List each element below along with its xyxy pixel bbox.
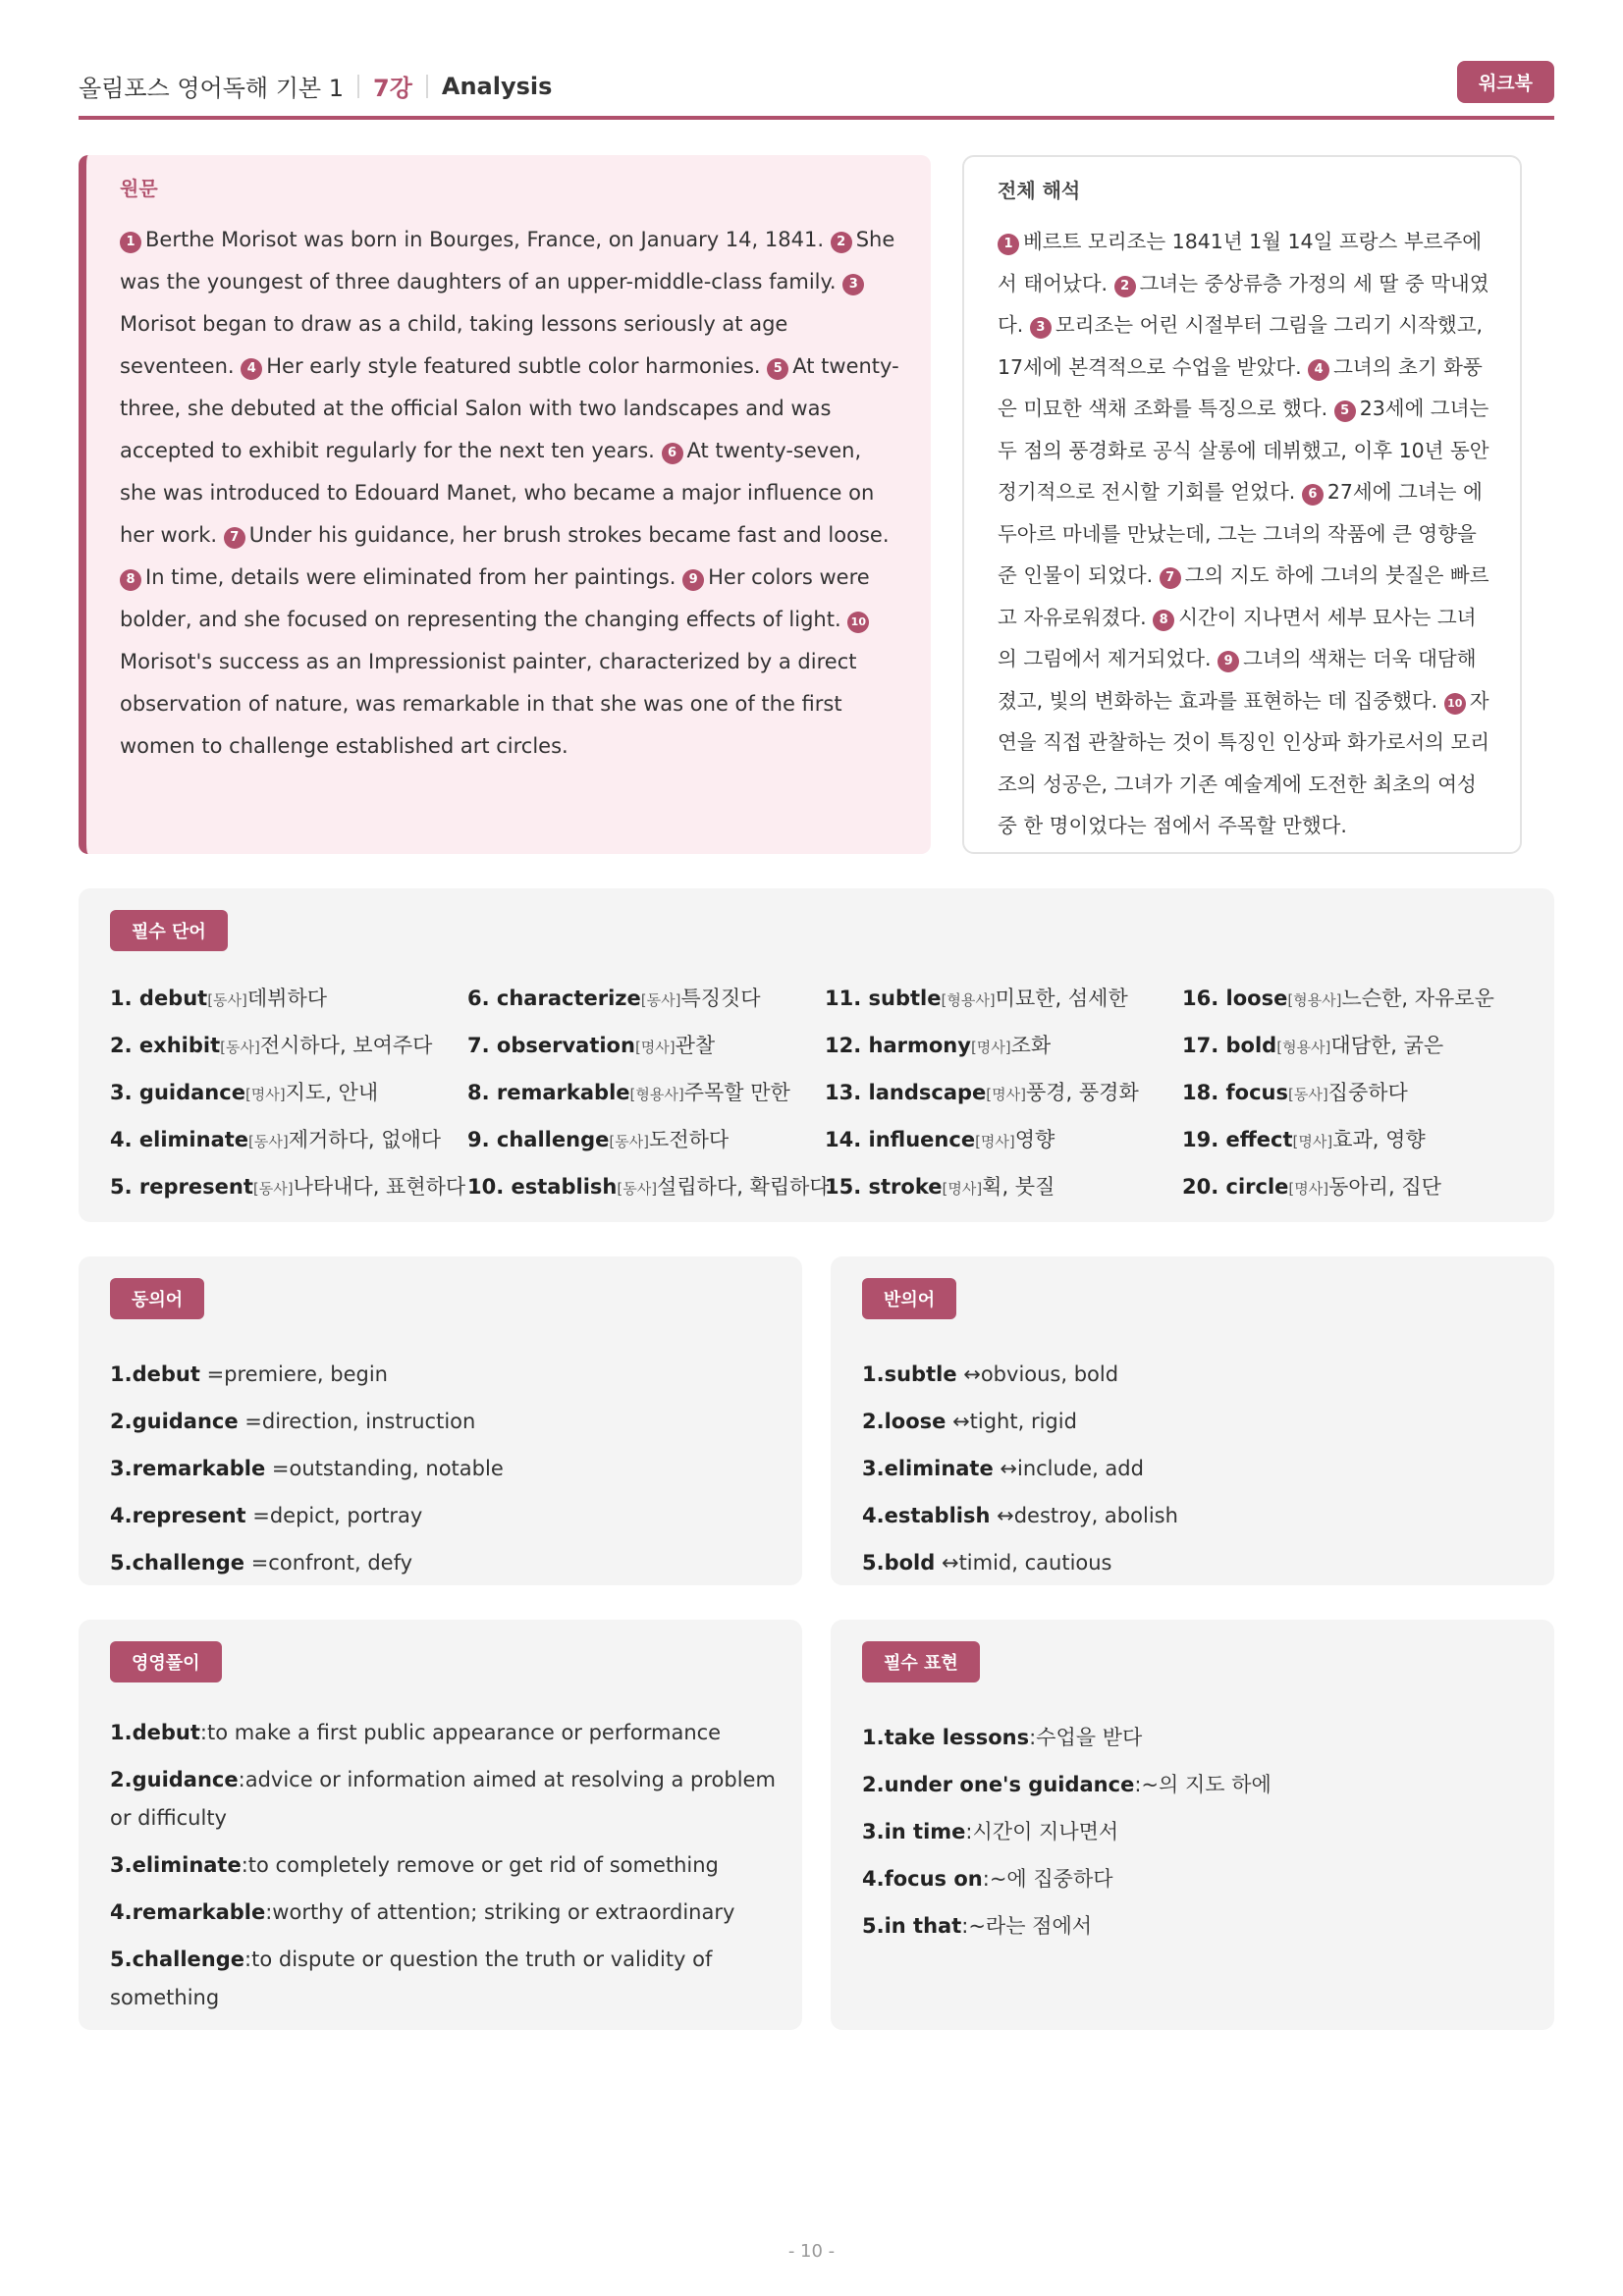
sentence-text: 시간이 지나면서 세부 묘사는 그녀의 그림에서 제거되었다. bbox=[998, 605, 1477, 670]
header-divider bbox=[357, 75, 359, 98]
vocab-item bbox=[825, 1124, 1182, 1171]
term bbox=[862, 1773, 1134, 1796]
part-of-speech: [동사] bbox=[609, 1133, 650, 1150]
term bbox=[862, 1362, 957, 1386]
item-number: 2. bbox=[862, 1773, 885, 1796]
term-text: in time bbox=[884, 1820, 966, 1843]
term-text: take lessons bbox=[884, 1726, 1030, 1749]
vocab-number: 17. bbox=[1182, 1034, 1219, 1057]
vocab-number: 12. bbox=[825, 1034, 862, 1057]
part-of-speech: [명사] bbox=[1288, 1180, 1329, 1198]
term bbox=[110, 1551, 244, 1575]
translation-passage bbox=[998, 221, 1494, 847]
expressions-title: 필수 표현 bbox=[862, 1641, 980, 1682]
sentence-number-badge: 10 bbox=[1444, 693, 1466, 715]
part-of-speech: [명사] bbox=[942, 1180, 983, 1198]
vocab-meaning: 조화 bbox=[1010, 1034, 1052, 1057]
term bbox=[110, 1853, 242, 1877]
sentence-text: Berthe Morisot was born in Bourges, France, on January 14, 1841. bbox=[145, 228, 825, 251]
term bbox=[110, 1457, 265, 1480]
vocab-meaning: 제거하다, 없애다 bbox=[288, 1128, 442, 1151]
sentence-number-badge: 5 bbox=[767, 358, 788, 380]
vocab-item bbox=[1182, 983, 1543, 1030]
vocab-word bbox=[1182, 987, 1287, 1010]
synonyms-title: 동의어 bbox=[110, 1278, 204, 1319]
term-text: challenge bbox=[132, 1948, 245, 1971]
item-number: 5. bbox=[110, 1948, 133, 1971]
sentence-text: Morisot's success as an Impressionist painter, characterized by a direct observation of nature, was remarkable in that she was one of the first women to challenge established art circles. bbox=[120, 650, 857, 758]
term-text: focus on bbox=[884, 1867, 983, 1891]
term-detail: :to make a first public appearance or performance bbox=[199, 1721, 722, 1744]
antonyms-item bbox=[862, 1398, 1530, 1445]
term-detail: =confront, defy bbox=[244, 1551, 413, 1575]
sentence-number-badge: 3 bbox=[1030, 317, 1052, 339]
part-of-speech: [형용사] bbox=[1287, 991, 1342, 1009]
sentence-number-badge: 4 bbox=[1308, 359, 1329, 381]
item-number: 5. bbox=[862, 1551, 885, 1575]
item-number: 2. bbox=[862, 1410, 885, 1433]
sentence-text: 그녀의 초기 화풍은 미묘한 색채 조화를 특징으로 했다. bbox=[998, 354, 1483, 420]
term-text: debut bbox=[132, 1721, 200, 1744]
sentence bbox=[120, 565, 676, 589]
expressions-item bbox=[862, 1808, 1530, 1855]
vocab-item bbox=[1182, 1077, 1543, 1124]
term-text: in that bbox=[884, 1914, 962, 1938]
antonyms-item bbox=[862, 1445, 1530, 1492]
vocab-word bbox=[110, 987, 207, 1010]
sentence-text: 그의 지도 하에 그녀의 붓질은 빠르고 자유로워졌다. bbox=[998, 563, 1489, 629]
vocab-word-text: exhibit bbox=[138, 1034, 221, 1057]
vocab-item bbox=[110, 1171, 467, 1218]
vocab-number: 1. bbox=[110, 987, 133, 1010]
sentence-text: 23세에 그녀는 두 점의 풍경화로 공식 살롱에 데뷔했고, 이후 10년 동안 정기적으로 전시할 기회를 얻었다. bbox=[998, 397, 1489, 504]
term-detail: =outstanding, notable bbox=[265, 1457, 504, 1480]
expressions-card bbox=[831, 1620, 1554, 2030]
vocab-number: 15. bbox=[825, 1175, 862, 1199]
part-of-speech: [동사] bbox=[617, 1180, 658, 1198]
sentence-number-badge: 4 bbox=[241, 358, 262, 380]
definitions-card bbox=[79, 1620, 802, 2030]
vocab-word bbox=[467, 1128, 609, 1151]
sentence-number-badge: 2 bbox=[1114, 276, 1136, 297]
term-detail: =premiere, begin bbox=[199, 1362, 388, 1386]
sentence-text: Under his guidance, her brush strokes became fast and loose. bbox=[248, 523, 890, 547]
sentence-text: 자연을 직접 관찰하는 것이 특징인 인상파 화가로서의 모리조의 성공은, 그녀가 기존 예술계에 도전한 최초의 여성 중 한 명이었다는 점에서 주목할 만했다. bbox=[998, 688, 1490, 837]
original-title: 원문 bbox=[120, 177, 158, 200]
book-title: 올림포스 영어독해 기본 1 bbox=[79, 75, 344, 102]
term bbox=[110, 1410, 239, 1433]
sentence-number-badge: 1 bbox=[120, 232, 141, 253]
sentence-text: She was the youngest of three daughters of an upper-middle-class family. bbox=[120, 228, 895, 294]
sentence-text: 모리조는 어린 시절부터 그림을 그리기 시작했고, 17세에 본격적으로 수업을 받았다. bbox=[998, 313, 1484, 379]
vocab-word-text: bold bbox=[1225, 1034, 1277, 1057]
expressions-item bbox=[862, 1855, 1530, 1902]
vocab-item bbox=[825, 1171, 1182, 1218]
sentence-text: In time, details were eliminated from her paintings. bbox=[145, 565, 676, 589]
vocab-meaning: 설립하다, 확립하다 bbox=[657, 1175, 830, 1199]
definitions-item bbox=[110, 1761, 778, 1838]
term bbox=[110, 1362, 200, 1386]
header-rule bbox=[79, 116, 1554, 120]
vocab-meaning: 지도, 안내 bbox=[285, 1081, 379, 1104]
vocab-item bbox=[467, 983, 825, 1030]
synonyms-item bbox=[110, 1351, 778, 1398]
vocab-meaning: 나타내다, 표현하다 bbox=[293, 1175, 466, 1199]
vocab-word-text: stroke bbox=[868, 1175, 943, 1199]
item-number: 5. bbox=[110, 1551, 133, 1575]
vocab-number: 7. bbox=[467, 1034, 490, 1057]
vocab-word bbox=[825, 1175, 942, 1199]
vocab-item bbox=[467, 1077, 825, 1124]
vocab-item bbox=[467, 1171, 830, 1218]
term-text: challenge bbox=[132, 1551, 245, 1575]
term-text: establish bbox=[884, 1504, 991, 1527]
vocab-meaning: 데뷔하다 bbox=[246, 987, 328, 1010]
expressions-list bbox=[862, 1714, 1530, 1949]
sentence-text: Her colors were bolder, and she focused on representing the changing effects of light. bbox=[120, 565, 870, 631]
term-text: guidance bbox=[132, 1768, 239, 1791]
vocab-word-text: debut bbox=[138, 987, 208, 1010]
vocab-meaning: 주목할 만한 bbox=[683, 1081, 790, 1104]
item-number: 3. bbox=[110, 1853, 133, 1877]
synonyms-item bbox=[110, 1539, 778, 1586]
item-number: 4. bbox=[110, 1900, 133, 1924]
term bbox=[110, 1900, 265, 1924]
vocab-word bbox=[1182, 1128, 1293, 1151]
part-of-speech: [동사] bbox=[1287, 1086, 1328, 1103]
term bbox=[110, 1768, 239, 1791]
vocab-word-text: characterize bbox=[496, 987, 641, 1010]
vocab-word bbox=[825, 1081, 986, 1104]
vocab-meaning: 집중하다 bbox=[1327, 1081, 1408, 1104]
sentence-number-badge: 9 bbox=[1217, 651, 1239, 672]
vocab-item bbox=[110, 1077, 467, 1124]
sentence-number-badge: 9 bbox=[682, 569, 704, 591]
antonyms-item bbox=[862, 1539, 1530, 1586]
part-of-speech: [형용사] bbox=[629, 1086, 684, 1103]
vocab-number: 9. bbox=[467, 1128, 490, 1151]
page-number: - 10 - bbox=[787, 2241, 836, 2262]
vocab-title: 필수 단어 bbox=[110, 910, 228, 951]
item-number: 4. bbox=[110, 1504, 133, 1527]
vocab-number: 6. bbox=[467, 987, 490, 1010]
term bbox=[110, 1721, 200, 1744]
term-detail: =depict, portray bbox=[245, 1504, 423, 1527]
translation-title: 전체 해석 bbox=[998, 179, 1081, 202]
part-of-speech: [명사] bbox=[986, 1086, 1026, 1103]
term-detail: :~의 지도 하에 bbox=[1134, 1773, 1271, 1796]
vocab-meaning: 대담한, 굵은 bbox=[1330, 1034, 1444, 1057]
part-of-speech: [동사] bbox=[207, 991, 247, 1009]
vocab-word bbox=[1182, 1034, 1276, 1057]
vocab-number: 11. bbox=[825, 987, 862, 1010]
vocab-word-text: establish bbox=[511, 1175, 618, 1199]
vocab-item bbox=[825, 1030, 1182, 1077]
vocab-meaning: 효과, 영향 bbox=[1332, 1128, 1426, 1151]
term-text: loose bbox=[884, 1410, 947, 1433]
sentence-number-badge: 7 bbox=[224, 527, 245, 549]
original-text-panel bbox=[79, 155, 931, 854]
vocab-word bbox=[1182, 1081, 1288, 1104]
term-detail: :to dispute or question the truth or validity of something bbox=[110, 1948, 713, 2009]
vocab-item bbox=[110, 1030, 467, 1077]
vocab-word-text: represent bbox=[138, 1175, 253, 1199]
term-detail: ↔include, add bbox=[993, 1457, 1144, 1480]
sentence bbox=[120, 228, 824, 251]
item-number: 3. bbox=[110, 1457, 133, 1480]
header-breadcrumb bbox=[79, 69, 552, 103]
vocab-word-text: challenge bbox=[496, 1128, 610, 1151]
vocab-meaning: 도전하다 bbox=[649, 1128, 730, 1151]
vocab-meaning: 획, 붓질 bbox=[982, 1175, 1055, 1199]
part-of-speech: [명사] bbox=[244, 1086, 286, 1103]
header-divider bbox=[426, 75, 428, 98]
term bbox=[862, 1504, 990, 1527]
vocab-word bbox=[825, 987, 941, 1010]
vocab-meaning: 영향 bbox=[1014, 1128, 1055, 1151]
part-of-speech: [동사] bbox=[220, 1039, 260, 1056]
term-detail: ↔destroy, abolish bbox=[990, 1504, 1178, 1527]
sentence-text: Morisot began to draw as a child, taking lessons seriously at age seventeen. bbox=[120, 312, 788, 378]
term bbox=[110, 1504, 246, 1527]
vocab-word bbox=[467, 1034, 635, 1057]
vocab-grid bbox=[110, 983, 1543, 1218]
part-of-speech: [형용사] bbox=[941, 991, 996, 1009]
vocab-word bbox=[110, 1175, 253, 1199]
vocab-item bbox=[825, 983, 1182, 1030]
vocab-number: 16. bbox=[1182, 987, 1219, 1010]
vocab-number: 20. bbox=[1182, 1175, 1219, 1199]
vocab-word-text: circle bbox=[1225, 1175, 1289, 1199]
item-number: 1. bbox=[862, 1362, 885, 1386]
vocab-word-text: subtle bbox=[868, 987, 942, 1010]
term-detail: :worthy of attention; striking or extraordinary bbox=[265, 1900, 735, 1924]
vocab-word-text: guidance bbox=[138, 1081, 245, 1104]
term bbox=[862, 1410, 946, 1433]
vocab-number: 14. bbox=[825, 1128, 862, 1151]
sentence-text: 그녀는 중상류층 가정의 세 딸 중 막내였다. bbox=[998, 271, 1489, 337]
item-number: 2. bbox=[110, 1410, 133, 1433]
sentence-number-badge: 8 bbox=[1153, 610, 1174, 631]
sentence-number-badge: 3 bbox=[842, 274, 864, 295]
vocab-meaning: 동아리, 집단 bbox=[1328, 1175, 1441, 1199]
vocab-word-text: focus bbox=[1225, 1081, 1288, 1104]
sentence-number-badge: 5 bbox=[1334, 400, 1356, 422]
vocab-number: 4. bbox=[110, 1128, 133, 1151]
item-number: 4. bbox=[862, 1504, 885, 1527]
page-header bbox=[79, 61, 1554, 106]
synonyms-item bbox=[110, 1398, 778, 1445]
vocab-meaning: 특징짓다 bbox=[680, 987, 761, 1010]
item-number: 5. bbox=[862, 1914, 885, 1938]
vocab-item bbox=[825, 1077, 1182, 1124]
expressions-item bbox=[862, 1902, 1530, 1949]
item-number: 3. bbox=[862, 1820, 885, 1843]
term bbox=[110, 1948, 244, 1971]
item-number: 3. bbox=[862, 1457, 885, 1480]
vocab-number: 19. bbox=[1182, 1128, 1219, 1151]
vocab-meaning: 풍경, 풍경화 bbox=[1025, 1081, 1139, 1104]
vocab-item bbox=[1182, 1030, 1543, 1077]
sentence-number-badge: 6 bbox=[1302, 484, 1324, 506]
vocab-item bbox=[110, 983, 467, 1030]
vocab-number: 2. bbox=[110, 1034, 133, 1057]
vocab-word-text: observation bbox=[496, 1034, 635, 1057]
antonyms-list bbox=[862, 1351, 1530, 1586]
vocab-word-text: remarkable bbox=[496, 1081, 630, 1104]
term-text: debut bbox=[132, 1362, 200, 1386]
vocab-word-text: influence bbox=[868, 1128, 976, 1151]
expressions-item bbox=[862, 1714, 1530, 1761]
translation-panel bbox=[962, 155, 1522, 854]
term-detail: :advice or information aimed at resolving a problem or difficulty bbox=[110, 1768, 776, 1830]
vocab-meaning: 관찰 bbox=[675, 1034, 716, 1057]
vocab-word bbox=[825, 1128, 975, 1151]
vocab-word bbox=[467, 987, 641, 1010]
sentence-text: 그녀의 색채는 더욱 대담해졌고, 빛의 변화하는 효과를 표현하는 데 집중했다. bbox=[998, 647, 1477, 713]
part-of-speech: [명사] bbox=[634, 1039, 676, 1056]
vocab-word bbox=[467, 1175, 617, 1199]
part-of-speech: [동사] bbox=[252, 1180, 294, 1198]
sentence-text: 베르트 모리조는 1841년 1월 14일 프랑스 부르주에서 태어났다. bbox=[998, 230, 1483, 295]
sentence-text: 27세에 그녀는 에두아르 마네를 만났는데, 그는 그녀의 작품에 큰 영향을 준 인물이 되었다. bbox=[998, 480, 1483, 587]
sentence-number-badge: 6 bbox=[662, 443, 683, 464]
term-text: guidance bbox=[132, 1410, 239, 1433]
item-number: 1. bbox=[110, 1721, 133, 1744]
definitions-list bbox=[110, 1714, 778, 2026]
vocab-number: 18. bbox=[1182, 1081, 1219, 1104]
term-text: eliminate bbox=[132, 1853, 242, 1877]
term bbox=[862, 1551, 935, 1575]
part-of-speech: [동사] bbox=[248, 1133, 289, 1150]
term-text: bold bbox=[884, 1551, 936, 1575]
part-of-speech: [형용사] bbox=[1276, 1039, 1331, 1056]
sentence bbox=[241, 354, 760, 378]
vocab-word bbox=[825, 1034, 971, 1057]
antonyms-card bbox=[831, 1256, 1554, 1585]
term-detail: :to completely remove or get rid of something bbox=[241, 1853, 719, 1877]
antonyms-title: 반의어 bbox=[862, 1278, 956, 1319]
term-detail: :~라는 점에서 bbox=[961, 1914, 1093, 1938]
vocab-word bbox=[110, 1128, 248, 1151]
term bbox=[862, 1820, 965, 1843]
item-number: 1. bbox=[110, 1362, 133, 1386]
vocab-word-text: harmony bbox=[868, 1034, 971, 1057]
definitions-item bbox=[110, 1894, 778, 1932]
part-of-speech: [명사] bbox=[975, 1133, 1015, 1150]
vocab-item bbox=[1182, 1171, 1543, 1218]
term-text: under one's guidance bbox=[884, 1773, 1135, 1796]
term-text: remarkable bbox=[132, 1457, 266, 1480]
item-number: 1. bbox=[862, 1726, 885, 1749]
vocab-item bbox=[467, 1030, 825, 1077]
term-detail: ↔obvious, bold bbox=[956, 1362, 1119, 1386]
term bbox=[862, 1726, 1029, 1749]
vocab-number: 10. bbox=[467, 1175, 505, 1199]
vocab-item bbox=[1182, 1124, 1543, 1171]
term-detail: :~에 집중하다 bbox=[982, 1867, 1113, 1891]
sentence-number-badge: 1 bbox=[998, 234, 1019, 255]
sentence-number-badge: 10 bbox=[847, 612, 869, 633]
synonyms-card bbox=[79, 1256, 802, 1585]
vocab-word bbox=[110, 1034, 220, 1057]
term-detail: ↔tight, rigid bbox=[946, 1410, 1077, 1433]
synonyms-item bbox=[110, 1445, 778, 1492]
vocab-item bbox=[467, 1124, 825, 1171]
vocab-meaning: 미묘한, 섬세한 bbox=[995, 987, 1128, 1010]
term-detail: ↔timid, cautious bbox=[935, 1551, 1112, 1575]
vocab-meaning: 느슨한, 자유로운 bbox=[1341, 987, 1494, 1010]
sentence-text: At twenty-three, she debuted at the official Salon with two landscapes and was accepted to exhibit regularly for the next ten years. bbox=[120, 354, 899, 462]
term-detail: =direction, instruction bbox=[238, 1410, 476, 1433]
term bbox=[862, 1457, 994, 1480]
sentence bbox=[224, 523, 890, 547]
sentence-number-badge: 2 bbox=[831, 232, 852, 253]
term-text: eliminate bbox=[884, 1457, 994, 1480]
vocab-word-text: loose bbox=[1225, 987, 1288, 1010]
synonyms-item bbox=[110, 1492, 778, 1539]
original-passage bbox=[120, 219, 901, 768]
definitions-title: 영영풀이 bbox=[110, 1641, 222, 1682]
antonyms-item bbox=[862, 1351, 1530, 1398]
vocab-word bbox=[110, 1081, 245, 1104]
sentence-number-badge: 8 bbox=[120, 569, 141, 591]
sentence-number-badge: 7 bbox=[1160, 567, 1181, 589]
section-name: Analysis bbox=[441, 72, 553, 100]
term-text: represent bbox=[132, 1504, 246, 1527]
sentence-text: Her early style featured subtle color harmonies. bbox=[266, 354, 761, 378]
lesson-number: 7강 bbox=[373, 75, 412, 102]
vocab-meaning: 전시하다, 보여주다 bbox=[259, 1034, 433, 1057]
vocab-number: 3. bbox=[110, 1081, 133, 1104]
item-number: 4. bbox=[862, 1867, 885, 1891]
term-text: subtle bbox=[884, 1362, 957, 1386]
part-of-speech: [명사] bbox=[970, 1039, 1011, 1056]
part-of-speech: [명사] bbox=[1292, 1133, 1333, 1150]
sentence-text: At twenty-seven, she was introduced to Edouard Manet, who became a major influence on her work. bbox=[120, 439, 875, 547]
vocab-word-text: landscape bbox=[868, 1081, 987, 1104]
term bbox=[862, 1914, 961, 1938]
vocab-word bbox=[467, 1081, 630, 1104]
part-of-speech: [동사] bbox=[640, 991, 681, 1009]
vocab-number: 13. bbox=[825, 1081, 862, 1104]
definitions-item bbox=[110, 1714, 778, 1752]
term bbox=[862, 1867, 983, 1891]
term-detail: :수업을 받다 bbox=[1029, 1726, 1143, 1749]
antonyms-item bbox=[862, 1492, 1530, 1539]
vocab-word-text: eliminate bbox=[138, 1128, 249, 1151]
vocab-section bbox=[79, 888, 1554, 1222]
term-detail: :시간이 지나면서 bbox=[965, 1820, 1119, 1843]
definitions-item bbox=[110, 1846, 778, 1885]
vocab-word bbox=[1182, 1175, 1288, 1199]
vocab-word-text: effect bbox=[1225, 1128, 1293, 1151]
vocab-number: 8. bbox=[467, 1081, 490, 1104]
item-number: 2. bbox=[110, 1768, 133, 1791]
workbook-badge: 워크북 bbox=[1457, 61, 1554, 103]
definitions-item bbox=[110, 1941, 778, 2017]
vocab-item bbox=[110, 1124, 467, 1171]
term-text: remarkable bbox=[132, 1900, 266, 1924]
expressions-item bbox=[862, 1761, 1530, 1808]
vocab-number: 5. bbox=[110, 1175, 133, 1199]
synonyms-list bbox=[110, 1351, 778, 1586]
